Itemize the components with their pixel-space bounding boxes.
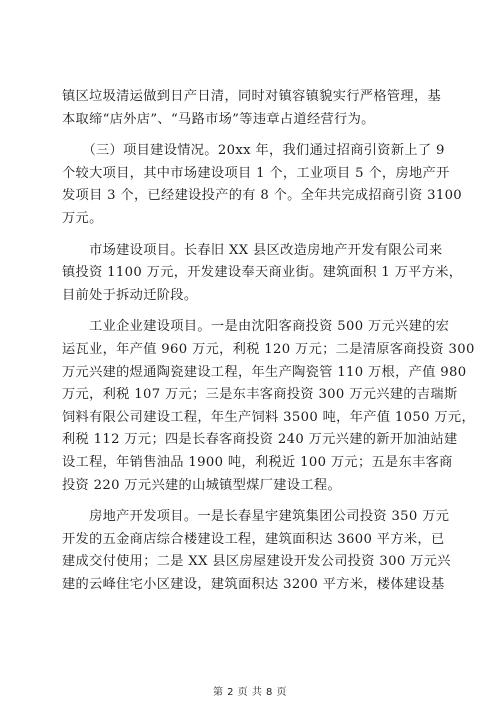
document-body bbox=[62, 86, 475, 605]
text-line: 万元，利税 107 万元；三是东丰客商投资 300 万元兴建的吉瑞斯 bbox=[62, 387, 458, 403]
text-line: 目前处于拆动迁阶段。 bbox=[62, 287, 198, 303]
text-line: 房地产开发项目。一是长春星宇建筑集团公司投资 350 万元 bbox=[62, 509, 450, 525]
text-line: （三）项目建设情况。20xx 年，我们通过招商引资新上了 9 bbox=[62, 143, 445, 159]
text-line: 利税 112 万元；四是长春客商投资 240 万元兴建的新开加油站建 bbox=[62, 432, 458, 448]
text-line: 投资 220 万元兴建的山城镇型煤厂建设工程。 bbox=[62, 477, 341, 493]
text-line: 设工程，年销售油品 1900 吨，利税近 100 万元；五是东丰客商 bbox=[62, 454, 453, 470]
page-number-footer: 第 2 页 共 8 页 bbox=[212, 687, 288, 698]
text-line: 建的云峰住宅小区建设，建筑面积达 3200 平方米，楼体建设基 bbox=[62, 576, 445, 592]
text-line: 运瓦业，年产值 960 万元，利税 120 万元；二是清原客商投资 300 bbox=[62, 341, 475, 357]
paragraph-project-overview bbox=[62, 140, 463, 230]
text-line: 镇投资 1100 万元，开发建设奉天商业街。建筑面积 1 万平方米， bbox=[62, 265, 463, 281]
paragraph-real-estate-projects bbox=[62, 506, 451, 596]
text-line: 个较大项目，其中市场建设项目 1 个，工业项目 5 个，房地产开 bbox=[62, 165, 450, 181]
text-line: 万元兴建的煜通陶瓷建设工程，年生产陶瓷管 110 万根，产值 980 bbox=[62, 364, 467, 380]
text-line: 建成交付使用；二是 XX 县区房屋建设开发公司投资 300 万元兴 bbox=[62, 554, 451, 570]
text-line: 万元。 bbox=[62, 210, 103, 226]
text-line: 饲料有限公司建设工程，年生产饲料 3500 吨，年产值 1050 万元， bbox=[62, 409, 475, 425]
text-line: 开发的五金商店综合楼建设工程，建筑面积达 3600 平方米，已 bbox=[62, 531, 445, 547]
text-line: 镇区垃圾清运做到日产日清，同时对镇容镇貌实行严格管理，基 bbox=[62, 89, 442, 104]
paragraph-sanitation bbox=[62, 86, 442, 131]
paragraph-market-projects bbox=[62, 240, 463, 308]
text-line: 发项目 3 个，已经建设投产的有 8 个。全年共完成招商引资 3100 bbox=[62, 188, 463, 204]
text-line: 本取缔“店外店”、“马路市场”等违章占道经营行为。 bbox=[62, 111, 375, 127]
text-line: 市场建设项目。长春旧 XX 县区改造房地产开发有限公司来 bbox=[62, 242, 443, 258]
text-line: 工业企业建设项目。一是由沈阳客商投资 500 万元兴建的宏 bbox=[62, 319, 450, 335]
paragraph-industrial-projects bbox=[62, 316, 475, 497]
